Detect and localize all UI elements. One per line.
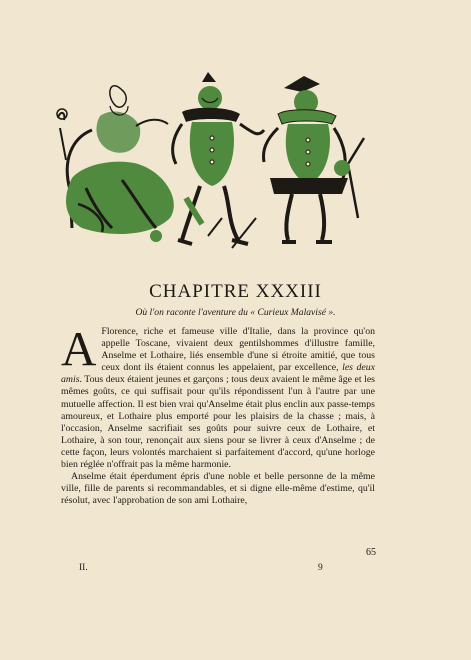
volume-mark: II. <box>79 563 88 573</box>
drop-cap: A <box>61 321 97 376</box>
body-text <box>61 321 376 507</box>
figure-knight <box>232 76 364 248</box>
signature-mark: 9 <box>318 563 323 573</box>
paragraph-2: Anselme était éperdument épris d'une noble et belle personne de la même ville, fille de parents si recommandables, et si digne elle-même d'estime, qu'il résolut, avec l'approbation de son ami Lothaire, <box>61 471 375 507</box>
chapter-title: CHAPITRE XXXIII <box>149 281 322 302</box>
paragraph-1-text-b: . Tous deux étaient jeunes et garçons ; tous deux avaient le même âge et les mêmes goûts, ce qui suffisait pour qu'ils répondissent l'un à l'autre par une mutuelle affection. Il est bien vrai qu'Anselme était plus enclin aux passe-temps amoureux, et Lothaire plus emporté pour les plaisirs de la chasse ; mais, à l'occasion, Anselme sacrifiait ses goûts pour suivre ceux de Lothaire, et Lothaire, à son tour, renonçait aux siens pour se livrer à ceux d'Anselme ; de cette façon, leurs volontés marchaient si parfaitement d'accord, qu'une horloge bien réglée n'offrait pas la même harmonie. <box>61 374 375 471</box>
figure-jester <box>173 72 264 244</box>
page-number: 65 <box>366 547 376 558</box>
figure-lady <box>57 86 174 242</box>
paragraph-1-text-a: Florence, riche et fameuse ville d'Italie, dans la province qu'on appelle Toscane, vivaient deux gentilshommes d'illustre famille, Anselme et Lothaire, liés ensemble d'une si étroite amitié, que tous ceux dont ils étaient connus les appelaient, par excellence, <box>101 326 375 374</box>
illustration <box>52 68 370 254</box>
paragraph-1-italic: les deux amis <box>61 362 376 386</box>
paragraph-1 <box>61 321 376 471</box>
chapter-subtitle: Où l'on raconte l'aventure du « Curieux Malavisé ». <box>135 307 336 318</box>
